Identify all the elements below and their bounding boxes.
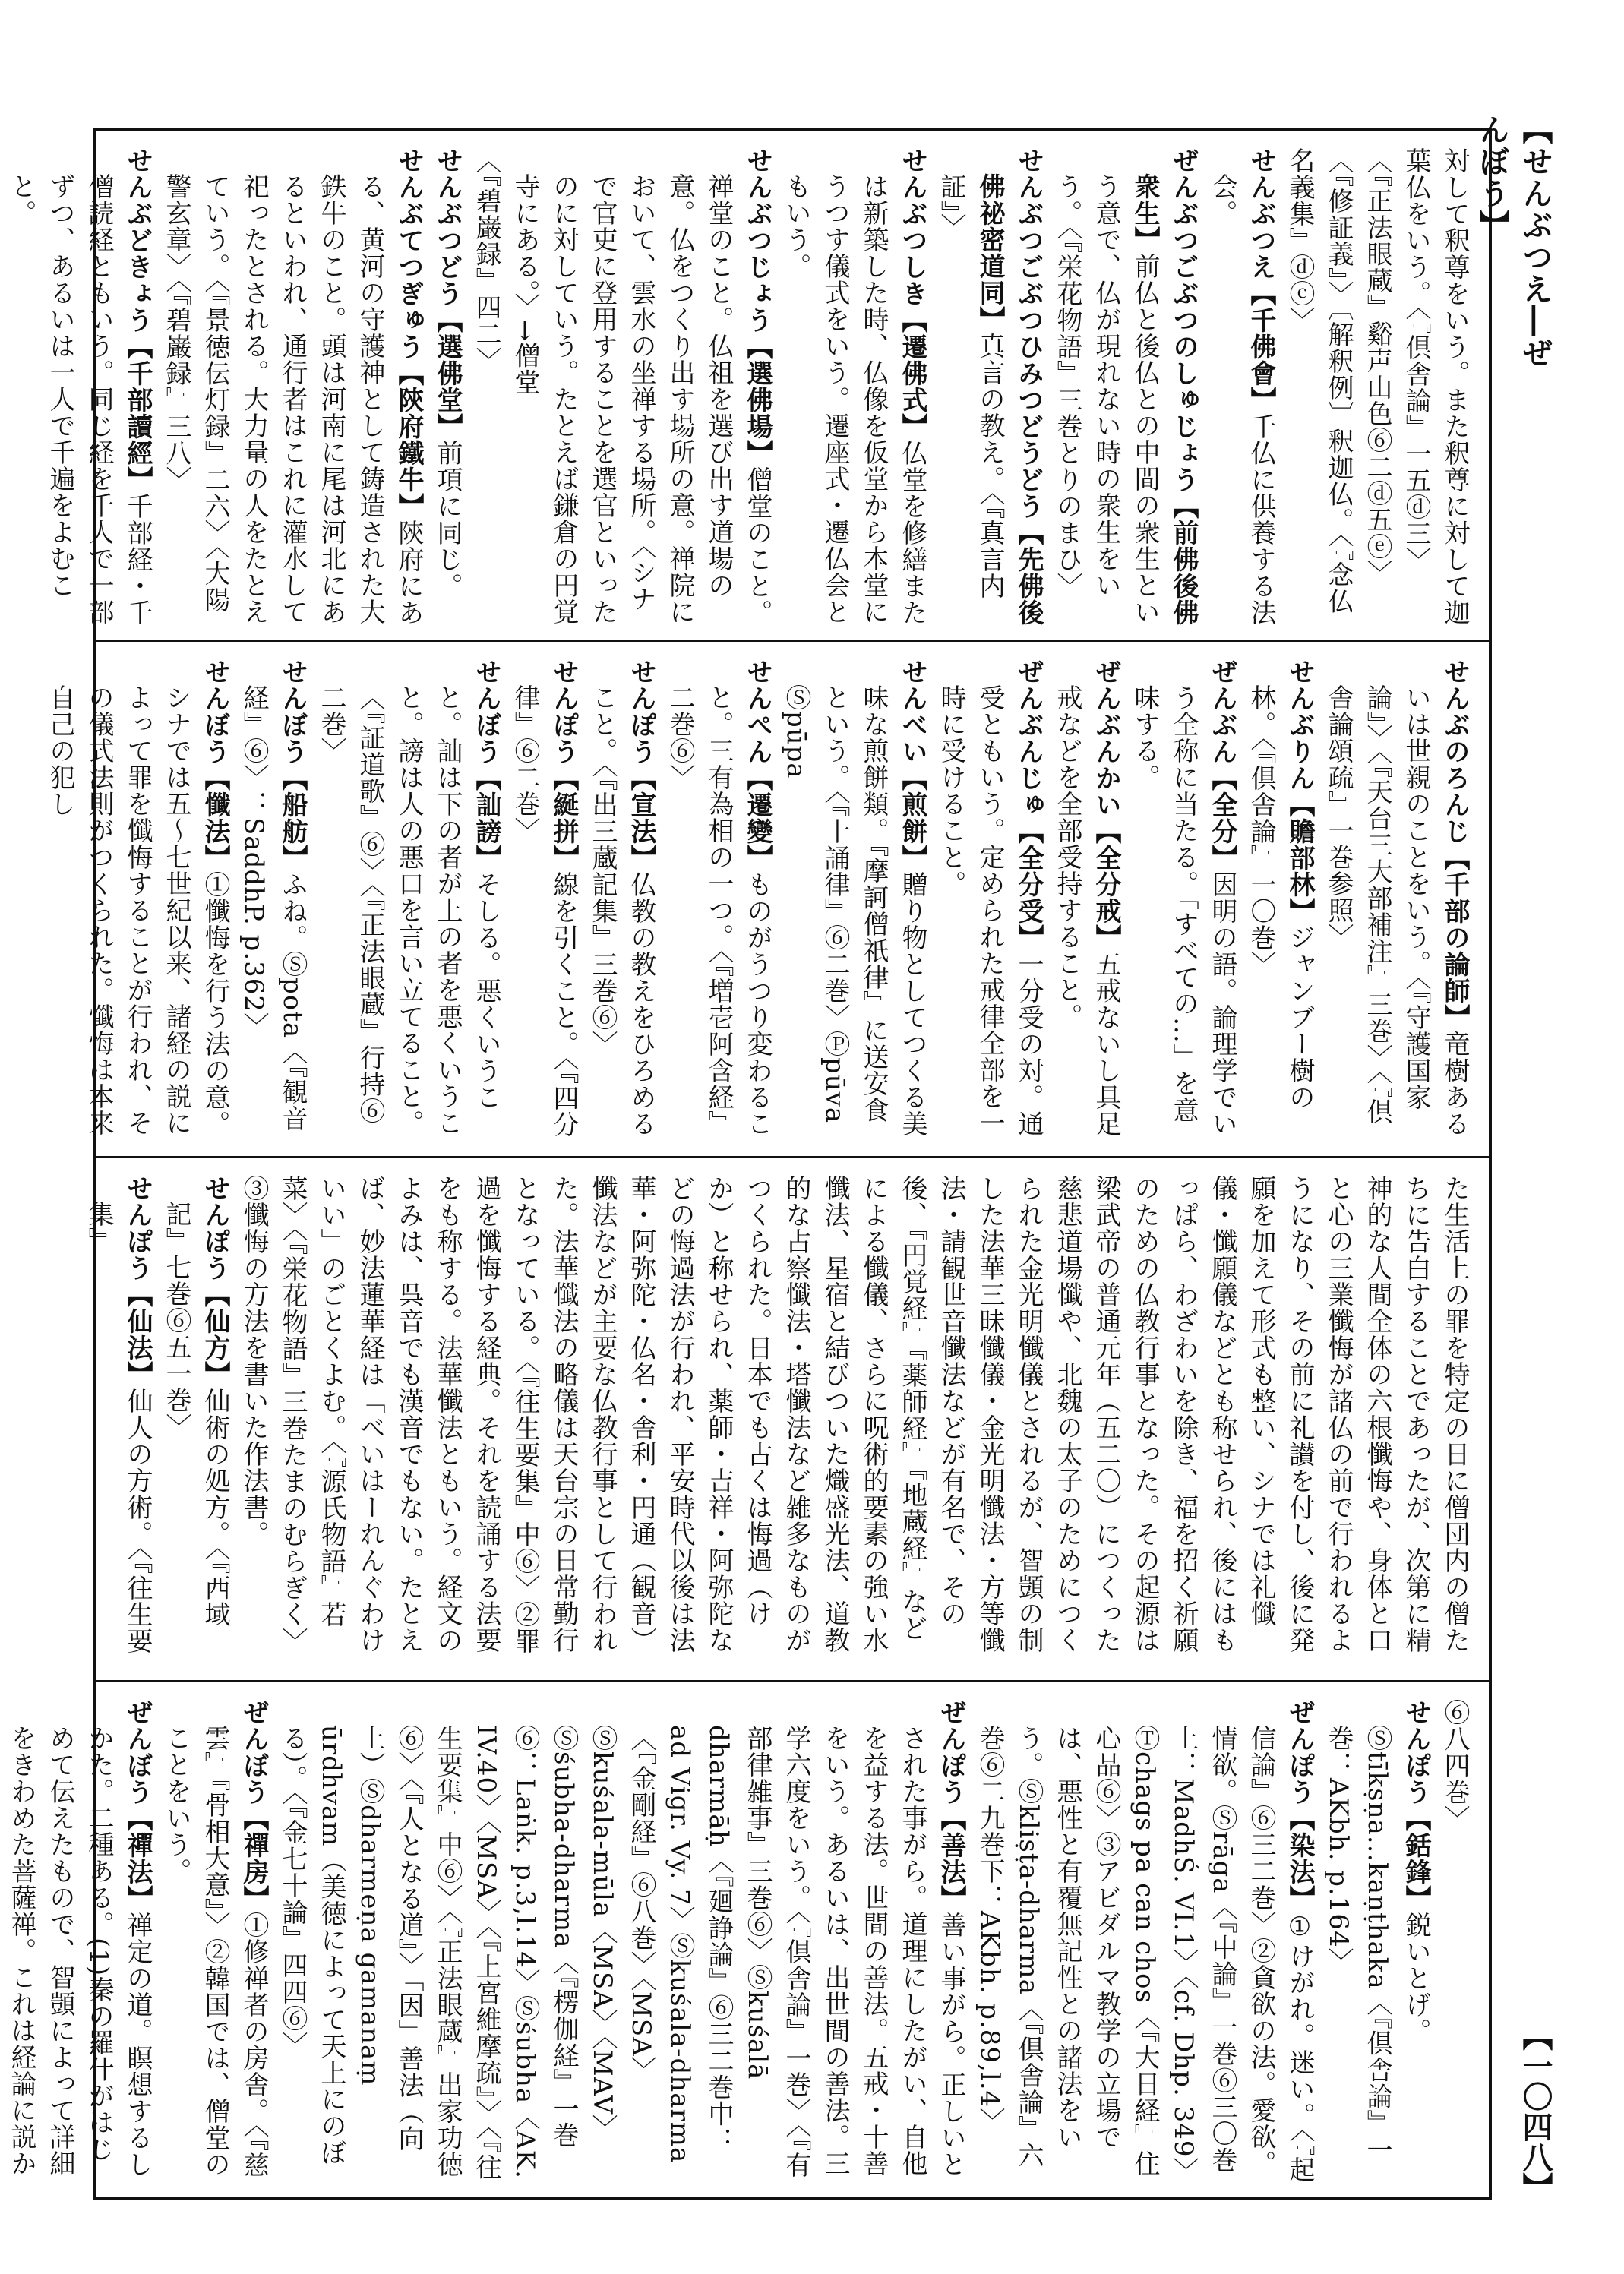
running-head: 【せんぶつえ―ぜんぼう】 [1474,114,1553,369]
dictionary-entry [1319,659,1474,1142]
band-3 [84,1156,1489,1680]
entry-text: 千仏に供養する法会。 [1207,173,1276,626]
entry-text: 僧堂のこと。禅堂のこと。仏祖を選び出す道場の意。仏をつくり出す場所の意。禅院において、雲水の坐禅する場所。〈シナで官吏に登用することを選官といったのに対していう。たとえば鎌倉の円覚寺にある。〉→僧堂 [510,173,773,626]
entry-text: 陝府にある、黄河の守護神として鋳造された大鉄牛のこと。頭は河南に尾は河北にあるといわれ、通行者はこれに灌水して祀ったとされる。大力量の人をたとえていう。〈『景徳伝灯録』二六〉〈大陽警玄章〉〈『碧巌録』三八〉 [161,173,424,626]
entry-headword: せんぼう【訕謗】 [471,659,501,871]
entry-headword: せんぶてつぎゅう【陝府鐵牛】 [393,147,424,520]
entry-text: そしる。悪くいうこと。訕は下の者が上の者を悪くいうこと。謗は人の悪口を言い立てること。〈『証道歌』⑥〉〈『正法眼蔵』行持⑥二巻〉 [316,684,501,1136]
entry-text: 前仏と後仏との中間の衆生という意で、仏が現れない時の衆生をいう。〈『栄花物語』三巻とりのまひ〉 [1052,173,1160,625]
dictionary-entry [505,659,583,1142]
dictionary-entry [428,147,466,626]
entry-text: 線を引くこと。〈『四分律』⑥二巻〉 [510,684,579,1138]
entry-text: た生活上の罪を特定の日に僧団内の僧たちに告白することであったが、次第に精神的な人間全体の六根懺悔や、身体と口と心の三業懺悔が諸仏の前で行われるようになり、その前に礼讃を付し、後に発願を加えて形式も整い、シナでは礼懺儀・懺願儀などとも称せられ、後にはもっぱら、わざわいを除き、福を招く祈願のための仏教行事となった。その起源は梁武帝の普通元年（五二〇）につくった慈悲道場懺や、北魏の太子のためにつくられた金光明懺儀とされるが、智顗の制した法華三昧懺儀・金光明懺法・方等懺法・請観世音懺法などが有名で、その後、『円覚経』『薬師経』『地蔵経』などによる懺儀、さらに呪術的要素の強い水懺法、星宿と結びついた熾盛光法、道教的な占察懺法・塔懺法など雑多なものがつくられた。日本でも古くは悔過（けか）と称せられ、薬師・吉祥・阿弥陀などの悔過法が行われ、平安時代以後は法華・阿弥陀・仏名・舎利・円通（観音）懺法などが主要な仏教行事として行われた。法華懺法の略儀は天台宗の日常勤行となっている。〈『往生要集』中⑥〉②罪過を懺悔する経典。それを読誦する法要をも称する。法華懺法ともいう。経文のよみは、呉音でも漢音でもない。たとえば、妙法蓮華経は「べいはーれんぐわけいい」のごとくよむ。〈『源氏物語』若菜〉〈『栄花物語』三巻たまのむらぎく〉③懺悔の方法を書いた作法書。 [239,1175,1470,1654]
entry-headword: せんぶどきょう【千部讀經】 [122,147,153,493]
page-frame [6,128,1492,2200]
entry-headword: せんぶのろんじ【千部の論師】 [1439,659,1470,1031]
entry-headword: ぜんぼう【禪法】 [122,1699,153,1912]
entry-text: 仏教の教えをひろめること。〈『出三蔵記集』三巻⑥〉 [587,684,656,1137]
entry-headword: せんぽう【銛鋒】 [1401,1699,1431,1912]
band-2-text [45,659,1474,1142]
entry-headword: せんぺん【遷變】 [742,659,773,871]
entry-headword: せんべい【煎餅】 [897,659,927,871]
entry-text: 因明の語。論理学でいう全称に当たる。「すべての…」を意味する。 [1130,684,1237,1137]
dictionary-entry [776,659,931,1142]
entry-headword: せんぼう【船舫】 [277,659,308,871]
dictionary-entry [1047,147,1202,626]
entry-text: 善い事がら。正しいとされた事がら。道理にしたがい、自他を益する法。世間の善法。五戒・十善をいう。あるいは、出世間の善法。三学六度をいう。〈『倶舎論』一巻〉〈『有部律雑事』三巻⑥〉Ⓢkuśalā dharmāḥ〈『廻諍論』⑥三二巻中：ad Vigr. Vy. 7〉Ⓢkuśala-dharma〈『金剛経』⑥八巻〉〈MSA〉Ⓢkuśala-mūla〈MSA〉〈MAV〉Ⓢśubha-dharma〈『楞伽経』一巻⑥：Laṅk. p.3,l.14〉Ⓢśubha〈AK. IV.40〉〈MSA〉〈『上宮維摩疏』〉〈『往生要集』中⑥〉〈『正法眼蔵』出家功徳⑥〉〈『人となる道』〉「因」善法（向上）Ⓢdharmeṇa gamanaṃ ūrdhvam（美徳によって天上にのぼる）。〈『金七十論』四四⑥〉 [277,1725,966,2181]
dictionary-entry [931,147,1047,626]
entry-text: 鋭いとげ。Ⓢtīkṣṇa...kaṇṭhaka〈『倶舎論』一巻：AKbh. p.164〉 [1323,1725,1431,2163]
entry-continuation [1435,1699,1474,2183]
dictionary-entry [156,1175,234,1666]
entry-headword: せんぶつじょう【選佛場】 [742,147,773,466]
entry-text: ①懺悔を行う法の意。シナでは五〜七世紀以来、諸経の説によって罪を懺悔することが行われ、その儀式法則がつくられた。懺悔は本来自己の犯し [45,684,230,1137]
band-1 [6,131,1489,640]
entry-text: 贈り物としてつくる美味な煎餅類。『摩訶僧祇律』に送安食という。〈『十誦律』⑥二巻〉Ⓟpūva Ⓢpūpa [781,684,927,1137]
dictionary-entry [660,659,776,1142]
entry-text: 〈『碧巌録』四二〉 [471,147,501,374]
dictionary-entry [40,659,234,1142]
entry-headword: せんぽう【綖拼】 [548,659,579,871]
entry-text: ふね。Ⓢpota〈『観音経』⑥〉：SaddhP. p.362〉 [239,684,308,1132]
entry-headword: せんぼう【懺法】 [200,659,230,871]
entry-headword: せんぶつごぶつひみつどうどう【先佛後佛祕密道同】 [975,147,1044,626]
entry-headword: ぜんぽう【善法】 [936,1699,966,1912]
entry-text: 前項に同じ。 [432,440,463,599]
dictionary-entry [1241,659,1319,1142]
dictionary-entry [234,659,311,1142]
entry-text: 仙人の方術。〈『往生要集』 [84,1201,153,1654]
entry-headword: ぜんぶつごぶつのしゅじょう【前佛後佛衆生】 [1130,147,1199,626]
entry-headword: ぜんぶんじゅ【全分受】 [1013,659,1044,951]
dictionary-entry [776,147,931,626]
entry-headword: せんぽう【宣法】 [626,659,656,871]
entry-headword: せんぽう【仙法】 [122,1175,153,1388]
entry-continuation [466,147,505,626]
entry-headword: ぜんぽう【染法】 [1284,1699,1315,1912]
entry-continuation [234,1175,1474,1666]
dictionary-entry [1202,147,1280,626]
entry-headword: せんぶつどう【選佛堂】 [432,147,463,440]
dictionary-entry [931,659,1047,1142]
entry-headword: せんぶつしき【遷佛式】 [897,147,927,440]
band-4-text [6,1699,1474,2183]
page-number: 【一〇四八】 [1518,2020,1553,2203]
entry-headword: ぜんぶん【全分】 [1207,659,1237,871]
entry-headword: せんぽう【仙方】 [200,1175,230,1388]
band-3-text [84,1175,1474,1666]
dictionary-entry [0,147,2,626]
dictionary-entry [311,659,505,1142]
dictionary-entry [1125,659,1241,1142]
dictionary-entry [156,147,428,626]
dictionary-entry [1319,1699,1435,2183]
band-2 [45,640,1489,1156]
entry-text: 対して釈尊をいう。また釈尊に対して迦葉仏をいう。〈『倶舎論』一五ⓓ三〉〈『正法眼蔵』谿声山色⑥二ⓓ五ⓔ〉〈『修証義』〉〔解釈例〕釈迦仏。〈『念仏名義集』ⓓⓒ〉 [1284,147,1470,626]
dictionary-entry [1047,659,1125,1142]
entry-continuation [1280,147,1474,626]
entry-headword: せんぶりん【贍部林】 [1284,659,1315,924]
dictionary-entry [0,1699,156,2183]
entry-headword: ぜんぶんかい【全分戒】 [1091,659,1121,951]
entry-headword: ぜんぼう【禪房】 [239,1699,269,1912]
entry-text: 仙術の処方。〈『西域記』七巻⑥五一巻〉 [161,1201,230,1628]
entry-text: ①修禅者の房舎。〈『慈雲』『骨相大意』〉②韓国では、僧堂のことをいう。 [161,1725,269,2178]
dictionary-entry [583,659,660,1142]
dictionary-entry [2,147,156,626]
entry-text: ⑥八四巻〉 [1439,1699,1470,1832]
entry-text: 五戒ないし具足戒などを全部受持すること。 [1052,684,1121,1137]
entry-text: 千部経・千僧読経ともいう。同じ経を千人で一部ずつ、あるいは一人で千遍をよむこと。 [6,173,153,626]
entry-text: ジャンブー樹の林。〈『倶舎論』一〇巻〉 [1246,684,1315,1110]
dictionary-entry [970,1699,1319,2183]
entry-text: ①けがれ。迷い。〈『起信論』⑥三二巻〉②貪欲の法。愛欲。情欲。Ⓢrāga〈『中論』一巻⑥三〇巻上：MadhŚ. VI.1〉〈cf. Dhp. 349〉Ⓣchags pa can chos〈『大日経』住心品⑥〉③アビダルマ教学の立場では、悪性と有覆無記性との諸法をいう。Ⓢkliṣṭa-dharma〈『倶舎論』六巻⑥二九巻下：AKbh. p.89,l.4〉 [975,1725,1315,2183]
dictionary-entry [79,1175,156,1666]
band-1-text [6,147,1474,626]
entry-text: ものがうつり変わること。三有為相の一つ。〈『増壱阿含経』二巻⑥〉 [665,684,773,1137]
band-4 [6,1680,1489,2197]
dictionary-entry [156,1699,273,2183]
entry-text: 竜樹あるいは世親のことをいう。〈『守護国家論』〉〈『天台三大部補注』三巻〉〈『倶舎論頌疏』一巻参照〉 [1323,684,1470,1137]
entry-text: 禅定の道。瞑想するしかた。二種ある。(1)秦の羅什がはじめて伝えたもので、智顗によって詳細をきわめた菩薩禅。これは経論に説か [6,1725,153,2178]
dictionary-entry [273,1699,970,2183]
dictionary-entry [505,147,776,626]
entry-text: 一分受の対。通受ともいう。定められた戒律全部を一時に受けること。 [936,684,1044,1137]
entry-text: 仏堂を修繕または新築した時、仏像を仮堂から本堂にうつす儀式をいう。遷座式・遷仏会ともいう。 [781,173,927,626]
entry-headword: せんぶつえ【千佛會】 [1246,147,1276,413]
entry-text: 真言の教え。〈『真言内証』〉 [936,173,1005,599]
